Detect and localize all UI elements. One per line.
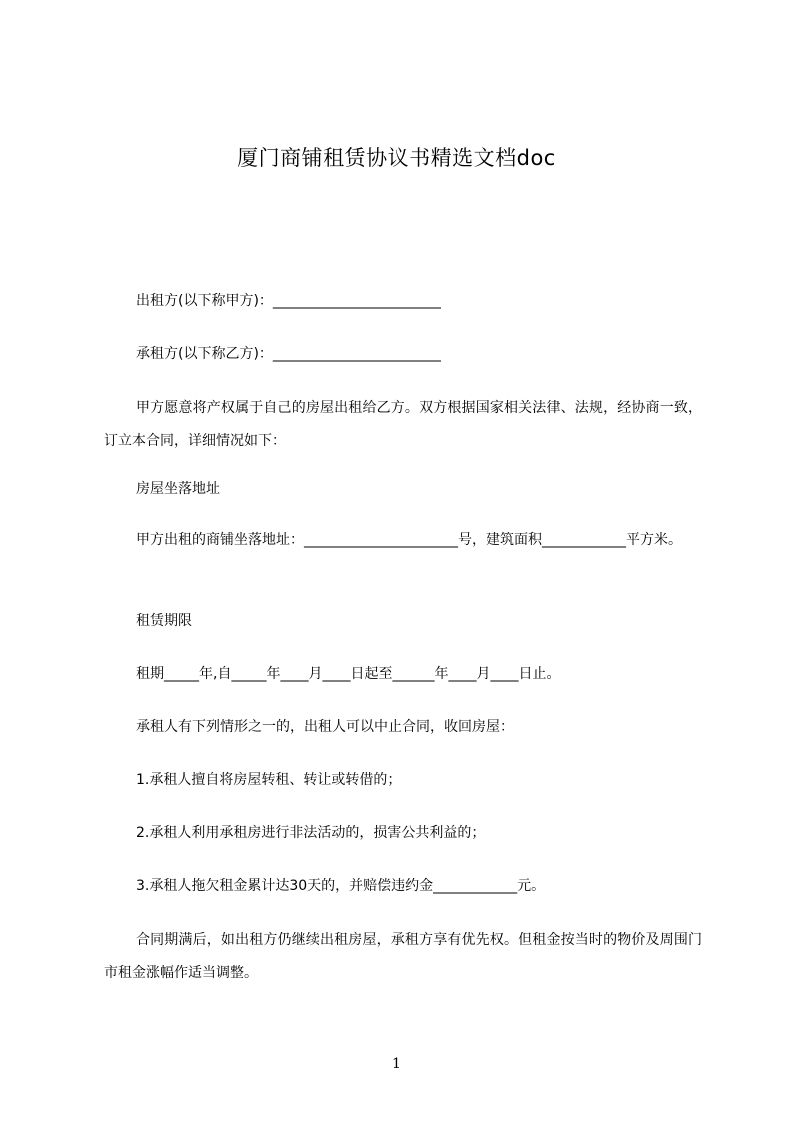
renewal-paragraph: 合同期满后，如出租方仍继续出租房屋，承租方享有优先权。但租金按当时的物价及周围门市租金涨幅作适当调整。 [104,932,702,981]
location-paragraph: 甲方出租的商铺坐落地址：______________________号，建筑面积____________平方米。 [136,532,682,548]
intro-paragraph: 甲方愿意将产权属于自己的房屋出租给乙方。双方根据国家相关法律、法规，经协商一致，订立本合同，详细情况如下： [104,400,702,449]
term-line: 租期_____年,自_____年____月____日起至______年____月____日止。 [136,666,561,682]
lessee-line: 承租方(以下称乙方)：________________________ [136,346,441,362]
clause-item: 1.承租人擅自将房屋转租、转让或转借的； [136,772,402,788]
lessor-line: 出租方(以下称甲方)：________________________ [136,293,441,309]
page-number: 1 [392,1056,401,1072]
document-title: 厦门商铺租赁协议书精选文档doc [237,146,556,170]
clause-item: 3.承租人拖欠租金累计达30天的，并赔偿违约金____________元。 [136,878,546,894]
section-heading-location: 房屋坐落地址 [136,481,220,497]
clause-item: 2.承租人利用承租房进行非法活动的，损害公共利益的； [136,825,486,841]
termination-intro: 承租人有下列情形之一的，出租人可以中止合同，收回房屋： [136,719,514,735]
section-heading-term: 租赁期限 [136,613,192,629]
